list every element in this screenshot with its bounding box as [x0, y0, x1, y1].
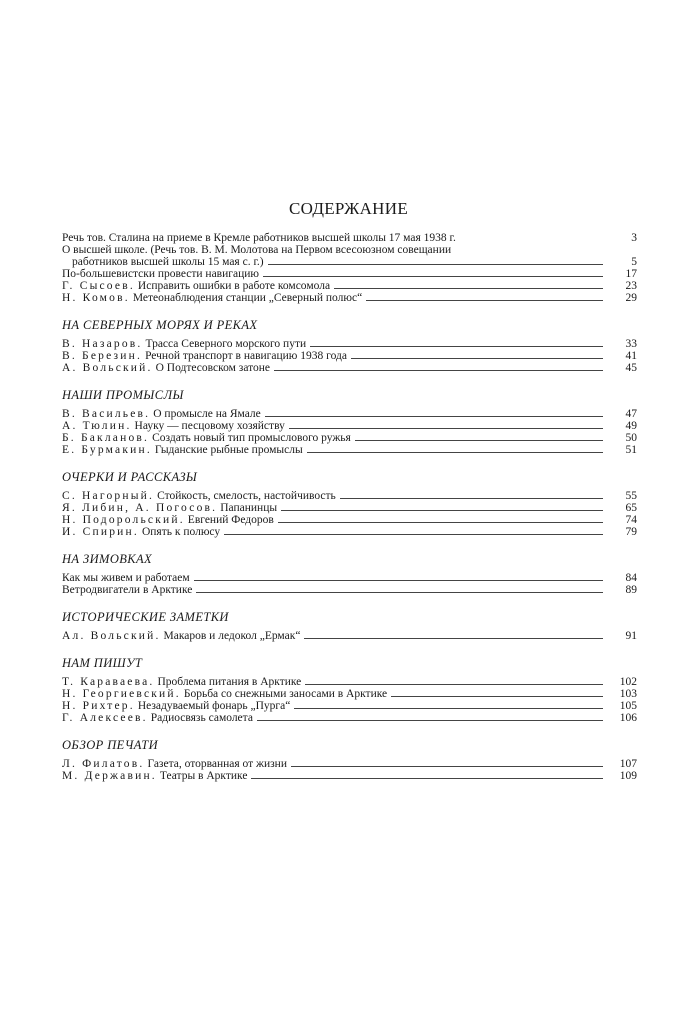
- section-heading: ОЧЕРКИ И РАССКАЗЫ: [62, 470, 198, 484]
- page-number: 23: [625, 280, 637, 292]
- page-number: 51: [625, 444, 637, 456]
- dot-leader: [355, 440, 603, 441]
- toc-entry: [62, 514, 637, 526]
- section-heading: НАМ ПИШУТ: [62, 656, 143, 670]
- entry-author: И. Спирин.: [62, 526, 139, 538]
- entry-title: Газета, оторванная от жизни: [147, 758, 287, 770]
- entry-author: Я. Либин, А. Погосов.: [62, 502, 218, 514]
- toc-section: [62, 470, 637, 538]
- entry-author: Т. Караваева.: [62, 676, 155, 688]
- toc-entry: [62, 490, 637, 502]
- dot-leader: [224, 534, 603, 535]
- entry-title: Евгений Федоров: [187, 514, 274, 526]
- entry-author: М. Державин.: [62, 770, 157, 782]
- entry-title: Папанинцы: [220, 502, 278, 514]
- entry-title: Гыданские рыбные промыслы: [154, 444, 303, 456]
- toc-entry: [62, 268, 637, 280]
- entry-title: Метеонаблюдения станции „Северный полюс“: [132, 292, 363, 304]
- entry-title: Речной транспорт в навигацию 1938 года: [145, 350, 347, 362]
- entry-title: Науку — песцовому хозяйству: [134, 420, 285, 432]
- toc-entry: [62, 280, 637, 292]
- dot-leader: [334, 288, 603, 289]
- page-number: 17: [625, 268, 637, 280]
- entry-author: А. Тюлин.: [62, 420, 132, 432]
- page-number: 33: [625, 338, 637, 350]
- toc-entry: [62, 584, 637, 596]
- page-number: 3: [631, 232, 637, 244]
- toc-entry: [62, 676, 637, 688]
- page-number: 49: [625, 420, 637, 432]
- dot-leader: [265, 416, 603, 417]
- table-of-contents: [62, 232, 637, 796]
- page-number: 29: [625, 292, 637, 304]
- dot-leader: [274, 370, 603, 371]
- page-number: 47: [625, 408, 637, 420]
- toc-entry: [62, 350, 637, 362]
- section-heading: НА СЕВЕРНЫХ МОРЯХ И РЕКАХ: [62, 318, 258, 332]
- entry-author: Н. Рихтер.: [62, 700, 135, 712]
- entry-title: О высшей школе. (Речь тов. В. М. Молотова на Первом всесоюзном совещании: [62, 244, 452, 256]
- entry-author: В. Березин.: [62, 350, 143, 362]
- entry-author: Л. Филатов.: [62, 758, 145, 770]
- entry-title: Борьба со снежными заносами в Арктике: [183, 688, 388, 700]
- page-number: 79: [625, 526, 637, 538]
- dot-leader: [257, 720, 603, 721]
- toc-section: [62, 318, 637, 374]
- entry-author: Г. Сысоев.: [62, 280, 135, 292]
- dot-leader: [340, 498, 603, 499]
- page-number: 89: [625, 584, 637, 596]
- dot-leader: [281, 510, 603, 511]
- page-number: 91: [625, 630, 637, 642]
- page-number: 5: [631, 256, 637, 268]
- entry-author: Б. Бакланов.: [62, 432, 150, 444]
- entry-title: По-большевистски провести навигацию: [62, 268, 259, 280]
- page-number: 45: [625, 362, 637, 374]
- section-heading: НА ЗИМОВКАХ: [62, 552, 153, 566]
- dot-leader: [194, 580, 603, 581]
- page-number: 74: [625, 514, 637, 526]
- toc-section: [62, 738, 637, 782]
- entry-title: Проблема питания в Арктике: [157, 676, 302, 688]
- entry-title: О промысле на Ямале: [153, 408, 261, 420]
- toc-entry: [62, 502, 637, 514]
- entry-title-cont: работников высшей школы 15 мая с. г.): [72, 256, 264, 268]
- entry-author: Н. Георгиевский.: [62, 688, 181, 700]
- entry-title-continuation: [62, 256, 637, 268]
- entry-author: А. Вольский.: [62, 362, 153, 374]
- page-number: 84: [625, 572, 637, 584]
- toc-entry: [62, 770, 637, 782]
- entry-author: С. Нагорный.: [62, 490, 155, 502]
- entry-author: Н. Комов.: [62, 292, 130, 304]
- dot-leader: [289, 428, 603, 429]
- section-heading: ИСТОРИЧЕСКИЕ ЗАМЕТКИ: [62, 610, 229, 624]
- toc-entry: [62, 244, 637, 268]
- page-number: 50: [625, 432, 637, 444]
- toc-entry: [62, 444, 637, 456]
- toc-entry: [62, 630, 637, 642]
- toc-entry: [62, 700, 637, 712]
- entry-title: Трасса Северного морского пути: [145, 338, 307, 350]
- section-heading: ОБЗОР ПЕЧАТИ: [62, 738, 159, 752]
- toc-entry: [62, 526, 637, 538]
- toc-entry: [62, 408, 637, 420]
- entry-author: В. Васильев.: [62, 408, 151, 420]
- dot-leader: [366, 300, 603, 301]
- entry-author: В. Назаров.: [62, 338, 143, 350]
- dot-leader: [196, 592, 603, 593]
- entry-title: Макаров и ледокол „Ермак“: [163, 630, 301, 642]
- toc-entry: [62, 712, 637, 724]
- page-number: 55: [625, 490, 637, 502]
- page-number: 103: [619, 688, 637, 700]
- dot-leader: [294, 708, 603, 709]
- toc-section: [62, 552, 637, 596]
- toc-entry: [62, 432, 637, 444]
- dot-leader: [268, 264, 603, 265]
- entry-author: Ал. Вольский.: [62, 630, 161, 642]
- dot-leader: [307, 452, 603, 453]
- toc-entry: [62, 420, 637, 432]
- entry-title: Ветродвигатели в Арктике: [62, 584, 193, 596]
- page-number: 106: [619, 712, 637, 724]
- entry-title: Исправить ошибки в работе комсомола: [137, 280, 331, 292]
- entry-title: Создать новый тип промыслового ружья: [152, 432, 351, 444]
- dot-leader: [291, 766, 603, 767]
- toc-entry: [62, 362, 637, 374]
- toc-entry: [62, 232, 637, 244]
- page-number: 102: [619, 676, 637, 688]
- entry-title: Незадуваемый фонарь „Пурга“: [137, 700, 291, 712]
- page-number: 105: [619, 700, 637, 712]
- dot-leader: [305, 684, 603, 685]
- entry-title: Стойкость, смелость, настойчивость: [157, 490, 336, 502]
- toc-section: [62, 656, 637, 724]
- toc-entry: [62, 758, 637, 770]
- entry-title: Театры в Арктике: [159, 770, 248, 782]
- toc-section: [62, 610, 637, 642]
- entry-author: Г. Алексеев.: [62, 712, 148, 724]
- entry-title: Опять к полюсу: [141, 526, 221, 538]
- entry-author: Н. Подорольский.: [62, 514, 185, 526]
- entry-title: О Подтесовском затоне: [155, 362, 271, 374]
- entry-title: Как мы живем и работаем: [62, 572, 190, 584]
- entry-author: Е. Бурмакин.: [62, 444, 152, 456]
- page-title: СОДЕРЖАНИЕ: [288, 199, 409, 218]
- section-heading: НАШИ ПРОМЫСЛЫ: [62, 388, 184, 402]
- dot-leader: [278, 522, 603, 523]
- toc-entry: [62, 688, 637, 700]
- toc-section: [62, 232, 637, 304]
- dot-leader: [310, 346, 603, 347]
- page-number: 109: [619, 770, 637, 782]
- dot-leader: [391, 696, 603, 697]
- page-number: 65: [625, 502, 637, 514]
- entry-title: Речь тов. Сталина на приеме в Кремле работников высшей школы 17 мая 1938 г.: [62, 232, 456, 244]
- dot-leader: [351, 358, 603, 359]
- entry-title: Радиосвязь самолета: [150, 712, 253, 724]
- dot-leader: [251, 778, 603, 779]
- page-number: 41: [625, 350, 637, 362]
- toc-entry: [62, 292, 637, 304]
- toc-section: [62, 388, 637, 456]
- dot-leader: [263, 276, 603, 277]
- dot-leader: [304, 638, 603, 639]
- toc-entry: [62, 572, 637, 584]
- page-number: 107: [619, 758, 637, 770]
- toc-entry: [62, 338, 637, 350]
